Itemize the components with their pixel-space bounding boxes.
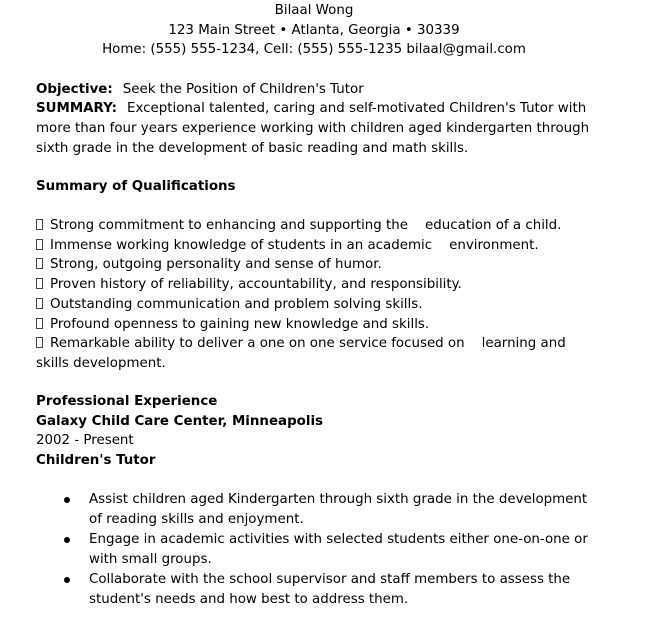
missing-glyph-icon bbox=[36, 219, 43, 230]
missing-glyph-icon bbox=[36, 298, 43, 309]
list-item: Assist children aged Kindergarten through sixth grade in the development of reading skills and enjoyment. bbox=[89, 490, 589, 530]
bullet-icon bbox=[64, 577, 70, 583]
list-item: Strong, outgoing personality and sense of humor. bbox=[36, 255, 601, 275]
list-item: Collaborate with the school supervisor and staff members to assess the student's needs and how best to address them. bbox=[89, 570, 589, 610]
missing-glyph-icon bbox=[36, 318, 43, 329]
objective-label: Objective: bbox=[36, 82, 113, 97]
candidate-contact: Home: (555) 555-1234, Cell: (555) 555-1235 bilaal@gmail.com bbox=[102, 42, 526, 57]
employer-name: Galaxy Child Care Center, Minneapolis bbox=[36, 414, 324, 429]
summary-label: SUMMARY: bbox=[36, 101, 117, 116]
duties-list bbox=[89, 490, 589, 610]
qualifications-heading: Summary of Qualifications bbox=[36, 179, 236, 194]
list-item: Immense working knowledge of students in an academic environment. bbox=[36, 236, 601, 256]
list-item: Engage in academic activities with selected students either one-on-one or with small groups. bbox=[89, 530, 589, 570]
missing-glyph-icon bbox=[36, 278, 43, 289]
list-item: Remarkable ability to deliver a one on one service focused on learning and skills development. bbox=[36, 336, 570, 371]
list-item: Proven history of reliability, accountability, and responsibility. bbox=[36, 275, 601, 295]
candidate-name: Bilaal Wong bbox=[274, 3, 354, 18]
bullet-icon bbox=[64, 497, 70, 503]
objective-text: Seek the Position of Children's Tutor bbox=[122, 82, 364, 97]
missing-glyph-icon bbox=[36, 239, 43, 250]
candidate-address: 123 Main Street • Atlanta, Georgia • 30339 bbox=[168, 23, 460, 38]
job-title: Children's Tutor bbox=[36, 453, 156, 468]
list-item: Strong commitment to enhancing and supporting the education of a child. bbox=[36, 216, 601, 236]
employment-dates: 2002 - Present bbox=[36, 433, 134, 448]
list-item: Outstanding communication and problem solving skills. bbox=[36, 295, 601, 315]
qualifications-list bbox=[36, 216, 601, 374]
summary-paragraph bbox=[36, 99, 601, 159]
missing-glyph-icon bbox=[36, 258, 43, 269]
objective-line bbox=[36, 80, 596, 100]
missing-glyph-icon bbox=[36, 337, 43, 348]
experience-heading: Professional Experience bbox=[36, 394, 218, 409]
summary-text: Exceptional talented, caring and self-motivated Children's Tutor with more than four years experience working with children aged kindergarten through sixth grade in the development of basic reading and math skills. bbox=[36, 101, 590, 156]
list-item: Profound openness to gaining new knowledge and skills. bbox=[36, 315, 601, 335]
bullet-icon bbox=[64, 537, 70, 543]
